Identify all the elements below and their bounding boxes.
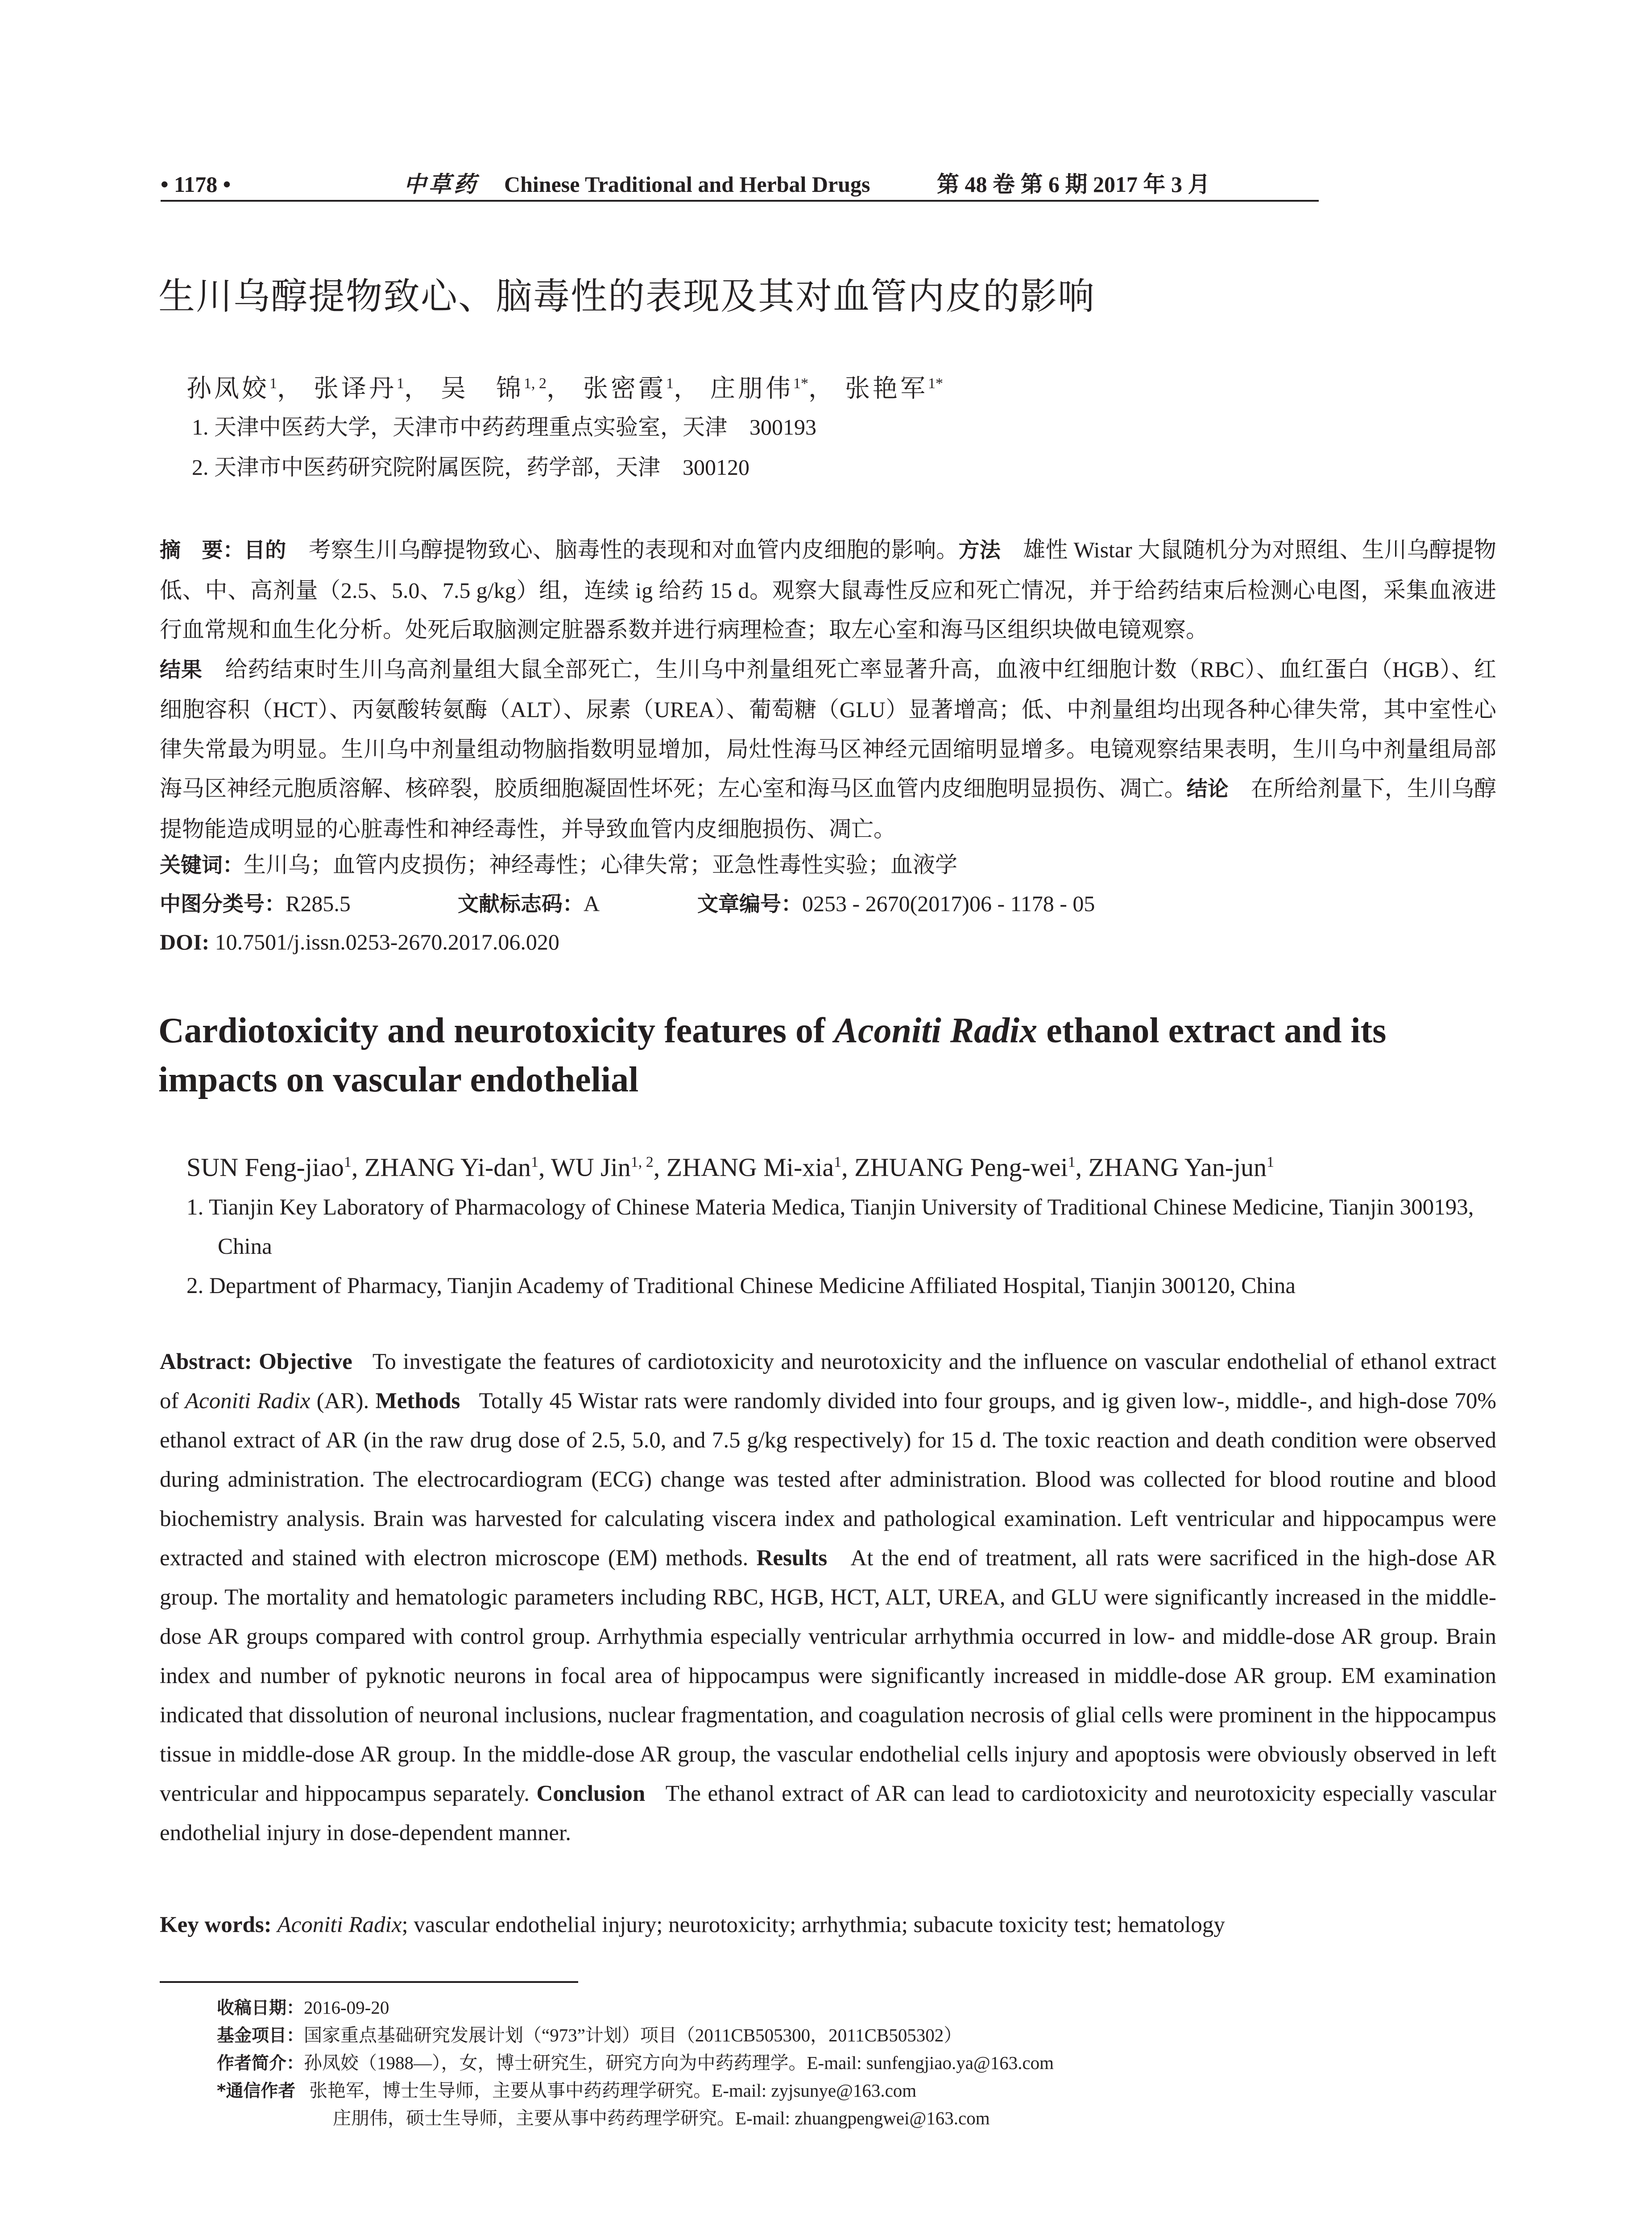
author-sup: 1, 2 <box>630 1154 654 1170</box>
received-value: 2016-09-20 <box>304 1997 389 2018</box>
issue-info: 第 48 卷 第 6 期 2017 年 3 月 <box>937 172 1210 197</box>
chinese-keywords <box>160 847 957 883</box>
chinese-affiliation: 2. 天津市中医药研究院附属医院，药学部，天津 300120 <box>192 455 749 480</box>
footnote-fund <box>217 2021 962 2050</box>
author-name: ZHANG Yan-jun <box>1088 1153 1267 1182</box>
doi-value[interactable]: 10.7501/j.issn.0253-2670.2017.06.020 <box>215 929 559 954</box>
english-authors: SUN Feng-jiao$^1$, ZHANG Yi-dan$^1$, WU Jin$^{1, 2}$, ZHANG Mi-xia$^1$, ZHUANG Peng-wei$^1$, ZHANG Yan-jun$^1$ <box>186 1153 1275 1182</box>
methods-text: Totally 45 Wistar rats were randomly divided into four groups, and ig given low-, middle-, and high-dose 70% ethanol extract of AR (in the raw drug dose of 2.5, 5.0, and 7.5 g/kg respectively) for 15 d. The toxic reaction and death condition were observed during administration. The electrocardiogram (ECG) change was tested after administration. Blood was collected for blood routine and blood biochemistry analysis. Brain was harvested for calculating viscera index and pathological examination. Left ventricular and hippocampus were extracted and stained with electron microscope (EM) methods. <box>160 1389 1496 1571</box>
objective-text: (AR). <box>310 1389 369 1414</box>
english-abstract <box>160 1342 1496 1853</box>
objective-label: 目的 <box>244 538 286 563</box>
author-sup: 1 <box>531 1154 539 1170</box>
methods-text: 雄性 Wistar 大鼠随机分为对照组、生川乌醇提物低、中、高剂量（2.5、5.0、7.5 g/kg）组，连续 ig 给药 15 d。观察大鼠毒性反应和死亡情况，并于给药结束后检测心电图，采集血液进行血常规和血生化分析。处死后取脑测定脏器系数并进行病理检查；取左心室和海马区组织块做电镜观察。 <box>160 537 1497 642</box>
footnote-divider <box>160 1981 578 1983</box>
author-sup: 1 <box>1267 1154 1275 1170</box>
author-sup: 1* <box>928 375 943 392</box>
footnote-received <box>217 1994 389 2022</box>
author-name: 庄朋伟 <box>710 375 793 403</box>
page-number: • 1178 • <box>161 172 231 197</box>
english-title <box>158 1006 1497 1104</box>
chinese-authors: 孙凤姣$^1$， 张译丹$^1$， 吴 锦$^{1, 2}$， 张密霞$^1$， 庄朋伟$^{1*}$， 张艳军$^{1*}$ <box>186 375 943 403</box>
conclusion-text: The ethanol extract of AR can lead to cardiotoxicity and neurotoxicity especially vascular endothelial injury in dose-dependent manner. <box>160 1781 1496 1845</box>
correspondence-value: 庄朋伟，硕士生导师，主要从事中药药理学研究。E-mail: zhuangpengwei@163.com <box>333 2108 990 2128</box>
methods-label: Methods <box>375 1389 460 1414</box>
conclusion-label: 结论 <box>1186 777 1229 801</box>
author-sup: 1* <box>793 375 808 392</box>
author-sup: 1 <box>834 1154 842 1170</box>
author-bio-label: 作者简介： <box>217 2053 304 2073</box>
results-text: At the end of treatment, all rats were sacrificed in the high-dose AR group. The mortality and hematologic parameters including RBC, HGB, HCT, ALT, UREA, and GLU were significantly increased in the middle-dose AR groups compared with control group. Arrhythmia especially ventricular arrhythmia occurred in low- and middle-dose AR group. Brain index and number of pyknotic neurons in focal area of hippocampus were significantly increased in middle-dose AR group. EM examination indicated that dissolution of neuronal inclusions, nuclear fragmentation, and coagulation necrosis of glial cells were prominent in the hippocampus tissue in middle-dose AR group. In the middle-dose AR group, the vascular endothelial cells injury and apoptosis were obviously observed in left ventricular and hippocampus separately. <box>160 1546 1497 1806</box>
author-sup: 1 <box>397 375 404 392</box>
keywords-label: 关键词： <box>160 853 244 878</box>
keyword-italic: Aconiti Radix <box>277 1912 402 1937</box>
english-affiliation: 1. Tianjin Key Laboratory of Pharmacology of Chinese Materia Medica, Tianjin University of Traditional Chinese Medicine, Tianjin 300193, China <box>186 1195 1474 1259</box>
clc-value: R285.5 <box>286 891 351 916</box>
fund-value: 国家重点基础研究发展计划（“973”计划）项目（2011CB505300，2011CB505302） <box>304 2025 962 2045</box>
correspondence-label: *通信作者 <box>217 2081 296 2101</box>
objective-italic: Aconiti Radix <box>185 1389 311 1414</box>
abstract-label: Abstract: <box>160 1349 252 1374</box>
abstract-label: 摘 要： <box>160 538 244 563</box>
title-italic: Aconiti Radix <box>834 1011 1038 1050</box>
doi-label: DOI: <box>160 929 210 954</box>
english-affiliations <box>186 1188 1507 1306</box>
author-name: 张艳军 <box>845 375 928 403</box>
author-name: 孙凤姣 <box>186 375 269 403</box>
author-name: WU Jin <box>551 1153 631 1182</box>
chinese-title: 生川乌醇提物致心、脑毒性的表现及其对血管内皮的影响 <box>158 275 1096 318</box>
author-name: 张译丹 <box>314 375 397 403</box>
author-bio-value: 孙凤姣（1988—），女，博士研究生，研究方向为中药药理学。E-mail: sunfengjiao.ya@163.com <box>304 2053 1054 2073</box>
footnote-correspondence <box>217 2077 916 2105</box>
author-name: 张密霞 <box>583 375 666 403</box>
title-part: Cardiotoxicity and neurotoxicity features of <box>158 1011 834 1050</box>
objective-text: To investigate the features of cardiotoxicity and neurotoxicity and the influence on vascular endothelial of ethanol extract of <box>160 1349 1496 1414</box>
received-label: 收稿日期： <box>217 1998 304 2018</box>
author-name: ZHANG Mi-xia <box>666 1153 834 1182</box>
conclusion-label: Conclusion <box>536 1781 646 1806</box>
results-label: Results <box>756 1546 828 1571</box>
keywords-label: Key words: <box>160 1912 272 1937</box>
english-keywords <box>160 1905 1496 1945</box>
chinese-abstract <box>160 530 1496 849</box>
fund-label: 基金项目： <box>217 2026 304 2046</box>
doi-line <box>160 924 559 960</box>
author-sup: 1 <box>1068 1154 1076 1170</box>
results-text: 给药结束时生川乌高剂量组大鼠全部死亡，生川乌中剂量组死亡率显著升高，血液中红细胞计数（RBC）、血红蛋白（HGB）、红细胞容积（HCT）、丙氨酸转氨酶（ALT）、尿素（UREA）、葡萄糖（GLU）显著增高；低、中剂量组均出现各种心律失常，其中室性心律失常最为明显。生川乌中剂量组动物脑指数明显增加，局灶性海马区神经元固缩明显增多。电镜观察结果表明，生川乌中剂量组局部海马区神经元胞质溶解、核碎裂，胶质细胞凝固性坏死；左心室和海马区血管内皮细胞明显损伤、凋亡。 <box>160 656 1497 801</box>
author-sup: 1, 2 <box>524 375 547 392</box>
author-name: SUN Feng-jiao <box>186 1153 344 1182</box>
classification-line <box>160 886 1095 922</box>
author-sup: 1 <box>666 375 674 392</box>
doc-code-label: 文献标志码： <box>458 892 584 916</box>
clc-label: 中图分类号： <box>160 892 286 916</box>
author-name: 吴 锦 <box>441 375 524 403</box>
author-name: ZHANG Yi-dan <box>364 1153 531 1182</box>
article-no-label: 文章编号： <box>697 892 802 916</box>
footnote-correspondence-2 <box>217 2104 990 2132</box>
results-label: 结果 <box>160 657 203 682</box>
conclusion-text: 在所给剂量下，生川乌醇提物能造成明显的心脏毒性和神经毒性，并导致血管内皮细胞损伤、凋亡。 <box>160 776 1497 842</box>
running-header <box>161 169 1319 202</box>
journal-name-cn: 中草药 <box>404 171 479 197</box>
correspondence-value: 张艳军，博士生导师，主要从事中药药理学研究。E-mail: zyjsunye@163.com <box>309 2080 917 2101</box>
chinese-affiliation: 1. 天津中医药大学，天津市中药药理重点实验室，天津 300193 <box>192 415 816 440</box>
footnote-author <box>217 2049 1054 2078</box>
article-no-value: 0253 - 2670(2017)06 - 1178 - 05 <box>802 891 1095 916</box>
english-affiliation: 2. Department of Pharmacy, Tianjin Academy of Traditional Chinese Medicine Affiliated Hospital, Tianjin 300120, China <box>186 1273 1296 1298</box>
author-sup: 1 <box>344 1154 352 1170</box>
title-part: ethanol extract and its impacts on vascular endothelial <box>158 1011 1387 1099</box>
objective-label: Objective <box>259 1349 352 1374</box>
author-sup: 1 <box>269 375 277 392</box>
methods-label: 方法 <box>958 538 1001 563</box>
doc-code-value: A <box>584 891 600 916</box>
journal-name-en: Chinese Traditional and Herbal Drugs <box>504 172 870 197</box>
keywords-text: 生川乌；血管内皮损伤；神经毒性；心律失常；亚急性毒性实验；血液学 <box>244 852 957 877</box>
objective-text: 考察生川乌醇提物致心、脑毒性的表现和对血管内皮细胞的影响。 <box>308 537 959 562</box>
author-name: ZHUANG Peng-wei <box>854 1153 1068 1182</box>
keywords-text: ; vascular endothelial injury; neurotoxicity; arrhythmia; subacute toxicity test; hematology <box>402 1912 1225 1937</box>
